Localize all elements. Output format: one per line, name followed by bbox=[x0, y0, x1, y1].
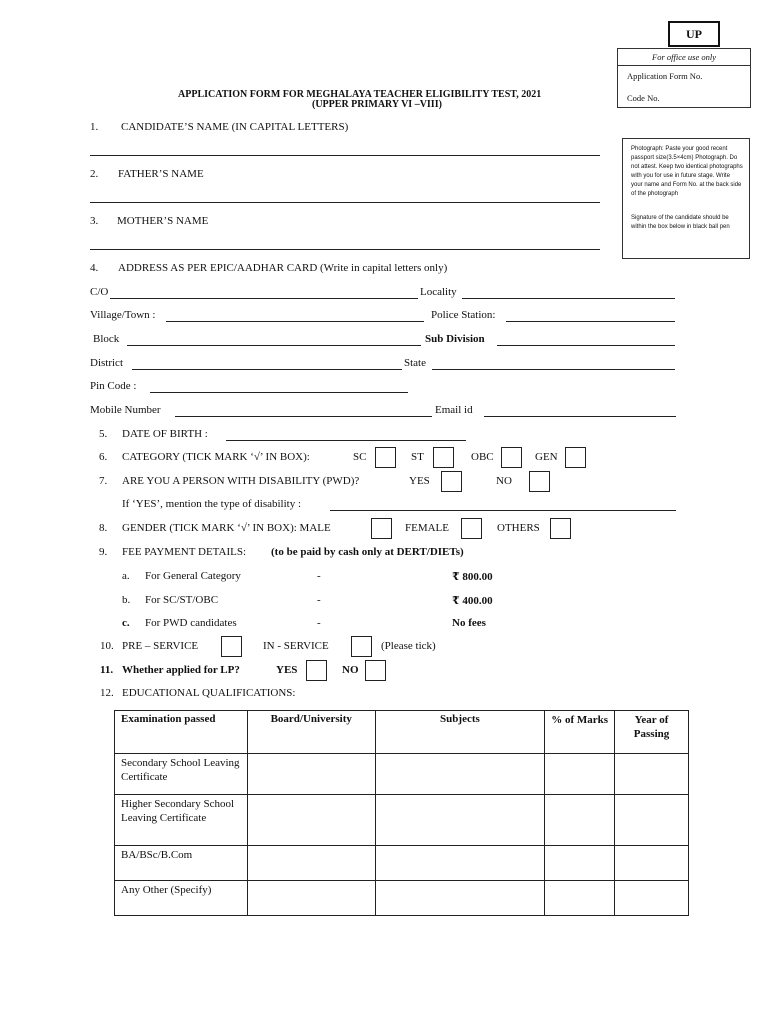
q11-number: 11. bbox=[100, 664, 114, 676]
fee-b-amount: ₹ 400.00 bbox=[452, 595, 493, 607]
q3-number: 3. bbox=[90, 215, 99, 227]
pwd-no-label: NO bbox=[496, 475, 512, 487]
code-no-label: Code No. bbox=[627, 93, 660, 103]
fee-a-label: For General Category bbox=[145, 570, 241, 582]
district-field[interactable] bbox=[132, 369, 402, 370]
pin-code-label: Pin Code : bbox=[90, 380, 137, 392]
col-board: Board/University bbox=[247, 711, 375, 754]
fee-a-dash: - bbox=[317, 570, 321, 582]
table-cell[interactable] bbox=[375, 846, 545, 881]
fee-payment-note: (to be paid by cash only at DERT/DIETs) bbox=[271, 546, 464, 558]
office-use-header: For office use only bbox=[618, 49, 750, 66]
co-field[interactable] bbox=[110, 298, 418, 299]
table-cell[interactable] bbox=[615, 754, 689, 795]
row-label: BA/BSc/B.Com bbox=[115, 846, 248, 881]
table-cell[interactable] bbox=[247, 846, 375, 881]
gender-male-checkbox[interactable] bbox=[371, 518, 392, 539]
please-tick-note: (Please tick) bbox=[381, 640, 436, 652]
q1-number: 1. bbox=[90, 121, 99, 133]
police-station-label: Police Station: bbox=[431, 309, 496, 321]
category-obc-label: OBC bbox=[471, 451, 494, 463]
category-sc-label: SC bbox=[353, 451, 367, 463]
table-header-row bbox=[115, 711, 689, 754]
co-label: C/O bbox=[90, 286, 109, 298]
fee-payment-label: FEE PAYMENT DETAILS: bbox=[122, 546, 247, 558]
mobile-number-field[interactable] bbox=[175, 416, 432, 417]
category-st-checkbox[interactable] bbox=[433, 447, 454, 468]
office-use-box bbox=[617, 48, 751, 108]
table-cell[interactable] bbox=[375, 754, 545, 795]
category-st-label: ST bbox=[411, 451, 424, 463]
col-year: Year of Passing bbox=[615, 711, 689, 754]
educational-qualifications-label: EDUCATIONAL QUALIFICATIONS: bbox=[122, 687, 296, 699]
fee-c-key: c. bbox=[122, 617, 130, 629]
lp-no-label: NO bbox=[342, 664, 359, 676]
disability-type-field[interactable] bbox=[330, 510, 676, 511]
lp-applied-label: Whether applied for LP? bbox=[122, 664, 240, 676]
q12-number: 12. bbox=[100, 687, 114, 699]
photo-instructions: Photograph: Paste your good recent passport size(3.5×4cm) Photograph. Do not attest. Keep two identical photographs with you for use in future stage. Write your name and Form No. at the back side of the photograph bbox=[631, 146, 743, 197]
q6-number: 6. bbox=[99, 451, 108, 463]
category-label: CATEGORY (TICK MARK ‘√’ IN BOX): bbox=[122, 451, 310, 463]
village-town-field[interactable] bbox=[166, 321, 424, 322]
table-cell[interactable] bbox=[247, 881, 375, 916]
q8-number: 8. bbox=[99, 522, 108, 534]
row-label: Higher Secondary School Leaving Certificate bbox=[115, 795, 248, 846]
form-subtitle: (UPPER PRIMARY VI –VIII) bbox=[312, 99, 442, 110]
table-row bbox=[115, 881, 689, 916]
candidate-name-field[interactable] bbox=[90, 155, 600, 156]
table-cell[interactable] bbox=[615, 795, 689, 846]
dob-field[interactable] bbox=[226, 440, 466, 441]
lp-yes-label: YES bbox=[276, 664, 298, 676]
q10-number: 10. bbox=[100, 640, 114, 652]
locality-field[interactable] bbox=[462, 298, 675, 299]
table-cell[interactable] bbox=[545, 846, 615, 881]
pwd-no-checkbox[interactable] bbox=[529, 471, 550, 492]
disability-type-label: If ‘YES’, mention the type of disability : bbox=[122, 498, 302, 510]
table-cell[interactable] bbox=[247, 795, 375, 846]
fee-b-dash: - bbox=[317, 594, 321, 606]
q4-number: 4. bbox=[90, 262, 99, 274]
gender-others-checkbox[interactable] bbox=[550, 518, 571, 539]
signature-instructions: Signature of the candidate should be within the box below in black ball pen bbox=[631, 215, 730, 230]
form-type-text: UP bbox=[686, 27, 702, 41]
fee-a-key: a. bbox=[122, 570, 130, 582]
village-town-label: Village/Town : bbox=[90, 309, 156, 321]
table-row bbox=[115, 795, 689, 846]
col-subjects: Subjects bbox=[375, 711, 545, 754]
lp-no-checkbox[interactable] bbox=[365, 660, 386, 681]
lp-yes-checkbox[interactable] bbox=[306, 660, 327, 681]
dob-label: DATE OF BIRTH : bbox=[122, 428, 208, 440]
gender-label: GENDER (TICK MARK ‘√’ IN BOX): MALE bbox=[122, 522, 331, 534]
block-label: Block bbox=[93, 333, 120, 345]
gender-female-label: FEMALE bbox=[405, 522, 449, 534]
fee-a-amount: ₹ 800.00 bbox=[452, 571, 493, 583]
pre-service-label: PRE – SERVICE bbox=[122, 640, 199, 652]
table-cell[interactable] bbox=[545, 795, 615, 846]
table-row bbox=[115, 846, 689, 881]
email-field[interactable] bbox=[484, 416, 676, 417]
col-marks: % of Marks bbox=[545, 711, 615, 754]
q7-number: 7. bbox=[99, 475, 108, 487]
category-gen-checkbox[interactable] bbox=[565, 447, 586, 468]
gender-others-label: OTHERS bbox=[497, 522, 540, 534]
table-cell[interactable] bbox=[375, 795, 545, 846]
row-label: Secondary School Leaving Certificate bbox=[115, 754, 248, 795]
table-cell[interactable] bbox=[545, 754, 615, 795]
state-label: State bbox=[404, 357, 426, 369]
table-cell[interactable] bbox=[545, 881, 615, 916]
table-cell[interactable] bbox=[615, 881, 689, 916]
fee-b-key: b. bbox=[122, 594, 131, 606]
table-cell[interactable] bbox=[247, 754, 375, 795]
table-cell[interactable] bbox=[375, 881, 545, 916]
category-sc-checkbox[interactable] bbox=[375, 447, 396, 468]
pwd-yes-label: YES bbox=[409, 475, 430, 487]
application-form-no-label: Application Form No. bbox=[627, 71, 703, 81]
pre-service-checkbox[interactable] bbox=[221, 636, 242, 657]
mother-name-label: MOTHER’S NAME bbox=[117, 215, 209, 227]
pwd-yes-checkbox[interactable] bbox=[441, 471, 462, 492]
father-name-label: FATHER’S NAME bbox=[118, 168, 204, 180]
mother-name-field[interactable] bbox=[90, 249, 600, 250]
education-table bbox=[114, 710, 689, 916]
fee-b-label: For SC/ST/OBC bbox=[145, 594, 219, 606]
col-examination: Examination passed bbox=[115, 711, 248, 754]
pwd-label: ARE YOU A PERSON WITH DISABILITY (PWD)? bbox=[122, 475, 360, 487]
sub-division-label: Sub Division bbox=[425, 333, 485, 345]
sub-division-field[interactable] bbox=[497, 345, 675, 346]
address-label: ADDRESS AS PER EPIC/AADHAR CARD (Write in capital letters only) bbox=[118, 262, 448, 274]
table-cell[interactable] bbox=[615, 846, 689, 881]
in-service-label: IN - SERVICE bbox=[263, 640, 329, 652]
district-label: District bbox=[90, 357, 123, 369]
pin-code-field[interactable] bbox=[150, 392, 408, 393]
fee-c-dash: - bbox=[317, 617, 321, 629]
email-label: Email id bbox=[435, 404, 473, 416]
fee-c-amount: No fees bbox=[452, 617, 486, 629]
q5-number: 5. bbox=[99, 428, 108, 440]
fee-c-label: For PWD candidates bbox=[145, 617, 237, 629]
state-field[interactable] bbox=[432, 369, 675, 370]
row-label: Any Other (Specify) bbox=[115, 881, 248, 916]
police-station-field[interactable] bbox=[506, 321, 675, 322]
form-title: APPLICATION FORM FOR MEGHALAYA TEACHER ELIGIBILITY TEST, 2021 bbox=[178, 89, 542, 100]
photo-signature-box[interactable] bbox=[622, 138, 750, 259]
in-service-checkbox[interactable] bbox=[351, 636, 372, 657]
category-gen-label: GEN bbox=[535, 451, 558, 463]
category-obc-checkbox[interactable] bbox=[501, 447, 522, 468]
mobile-number-label: Mobile Number bbox=[90, 404, 161, 416]
block-field[interactable] bbox=[127, 345, 421, 346]
locality-label: Locality bbox=[420, 286, 457, 298]
candidate-name-label: CANDIDATE’S NAME (IN CAPITAL LETTERS) bbox=[121, 121, 349, 133]
father-name-field[interactable] bbox=[90, 202, 600, 203]
q2-number: 2. bbox=[90, 168, 99, 180]
q9-number: 9. bbox=[99, 546, 108, 558]
gender-female-checkbox[interactable] bbox=[461, 518, 482, 539]
form-type-badge bbox=[668, 21, 720, 47]
table-row bbox=[115, 754, 689, 795]
